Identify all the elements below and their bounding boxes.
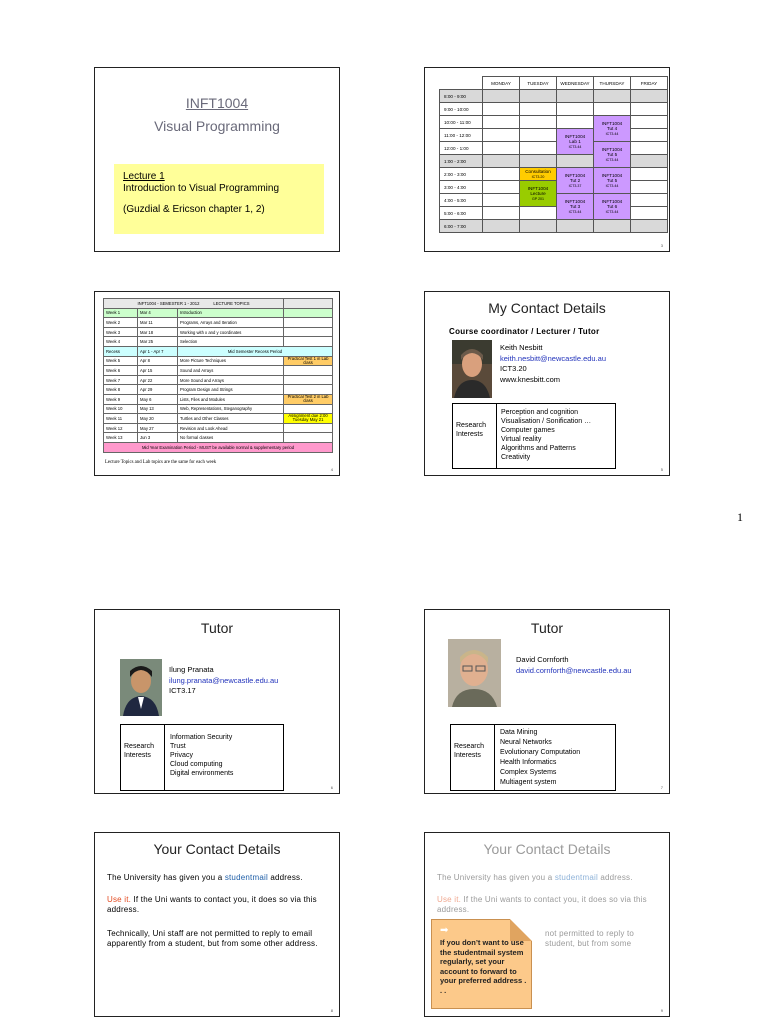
week-cell: Week 3 xyxy=(104,327,138,337)
topic-cell: Web, Representations, Steganography xyxy=(178,404,284,414)
timetable xyxy=(439,76,668,233)
paragraph-technically: not permitted to reply to student, but from some xyxy=(545,929,635,948)
slide-number: 5 xyxy=(660,467,663,472)
office: ICT3.17 xyxy=(169,686,196,695)
date-cell: May 13 xyxy=(138,404,178,414)
contact-info xyxy=(500,343,606,385)
contact-info xyxy=(169,665,278,697)
note-cell: Practical Test 2 in Lab class xyxy=(284,394,333,404)
time-slot: 11:00 - 12:00 xyxy=(440,129,483,142)
interest-item: Computer games xyxy=(501,427,555,434)
class-consultation: Consultation ICT3.20 xyxy=(520,168,557,181)
class-lab1: INFT1004 Lab 1 ICT3.44 xyxy=(557,129,594,155)
topic-cell: Mid Semester Recess Period xyxy=(178,346,333,356)
slide-number: 8 xyxy=(330,1008,333,1013)
interest-item: Algorithms and Patterns xyxy=(501,445,576,452)
email-link[interactable]: david.cornforth@newcastle.edu.au xyxy=(516,665,632,675)
avatar xyxy=(120,659,162,716)
slide-number: 6 xyxy=(330,785,333,790)
interest-item: Evolutionary Computation xyxy=(500,749,581,756)
slide-title: Tutor xyxy=(200,620,234,636)
slide-title: Your Contact Details xyxy=(483,841,611,857)
lecture-label: Lecture 1 xyxy=(123,171,165,182)
slide-title: Tutor xyxy=(530,620,564,636)
interest-item: Health Informatics xyxy=(500,759,557,766)
note-cell xyxy=(284,308,333,318)
table-row xyxy=(104,433,333,443)
research-interests-box xyxy=(450,724,616,791)
topic-cell: Lists, Files and Modules xyxy=(178,394,284,404)
avatar xyxy=(448,639,501,707)
lecture-reference: (Guzdial & Ericson chapter 1, 2) xyxy=(123,204,265,215)
date-cell: May 20 xyxy=(138,414,178,424)
note-cell xyxy=(284,366,333,376)
slide-lecture-topics xyxy=(94,291,340,476)
table-row xyxy=(104,346,333,356)
paragraph-studentmail: The University has given you a studentmail address. xyxy=(437,873,633,882)
avatar xyxy=(452,340,492,398)
time-slot: 1:00 - 2:00 xyxy=(440,155,483,168)
table-row xyxy=(104,327,333,337)
week-cell: Week 10 xyxy=(104,404,138,414)
slide-number: 9 xyxy=(660,1008,663,1013)
time-slot: 4:00 - 5:00 xyxy=(440,194,483,207)
day-header: TUESDAY xyxy=(520,77,557,90)
topics-table xyxy=(103,298,333,453)
topic-cell: Introduction xyxy=(178,308,284,318)
contact-name: David Cornforth xyxy=(516,655,569,664)
topic-cell: Sound and Arrays xyxy=(178,366,284,376)
slide-number: 3 xyxy=(660,243,663,248)
research-interests xyxy=(170,733,233,778)
day-header: WEDNESDAY xyxy=(557,77,594,90)
topic-cell: Selection xyxy=(178,337,284,347)
week-cell: Week 2 xyxy=(104,318,138,328)
date-cell: Apr 8 xyxy=(138,356,178,366)
note-cell xyxy=(284,375,333,385)
note-cell xyxy=(284,423,333,433)
interest-item: Trust xyxy=(170,743,186,750)
table-row xyxy=(104,423,333,433)
arrow-icon: ➡ xyxy=(440,925,449,936)
interest-item: Perception and cognition xyxy=(501,409,579,416)
date-cell: Apr 1 - Apr 7 xyxy=(138,346,178,356)
time-slot: 5:00 - 6:00 xyxy=(440,207,483,220)
exam-row: Mid Year Examination Period - MUST be available normal & supplementary period xyxy=(104,442,333,452)
research-interests-box xyxy=(120,724,284,791)
slide-your-contact-note xyxy=(424,832,670,1017)
week-cell: Week 9 xyxy=(104,394,138,404)
interest-item: Virtual reality xyxy=(501,436,542,443)
research-interests xyxy=(501,408,591,462)
topic-cell: No formal classes xyxy=(178,433,284,443)
slide-title: My Contact Details xyxy=(488,300,606,316)
time-slot: 8:00 - 9:00 xyxy=(440,90,483,103)
date-cell: Jun 3 xyxy=(138,433,178,443)
slide-tutor-2 xyxy=(424,609,670,794)
contact-name: Keith Nesbitt xyxy=(500,343,543,352)
week-cell: Week 4 xyxy=(104,337,138,347)
time-slot: 10:00 - 11:00 xyxy=(440,116,483,129)
topic-cell: Turtles and Other Classes xyxy=(178,414,284,424)
day-header: MONDAY xyxy=(483,77,520,90)
slide-tutor-1 xyxy=(94,609,340,794)
email-link[interactable]: keith.nesbitt@newcastle.edu.au xyxy=(500,353,607,363)
time-slot: 9:00 - 10:00 xyxy=(440,103,483,116)
use-it-highlight: Use it. xyxy=(107,895,132,904)
week-cell: Week 11 xyxy=(104,414,138,424)
time-slot: 6:00 - 7:00 xyxy=(440,220,483,233)
page-number: 1 xyxy=(737,510,743,524)
research-interests xyxy=(500,728,580,788)
slide-title xyxy=(94,67,340,252)
time-slot: 12:00 - 1:00 xyxy=(440,142,483,155)
table-row xyxy=(104,356,333,366)
note-cell xyxy=(284,318,333,328)
research-label: Research Interests xyxy=(124,743,154,759)
note-cell xyxy=(284,385,333,395)
interest-item: Cloud computing xyxy=(170,761,223,768)
topic-cell: Working with x and y coordinates xyxy=(178,327,284,337)
class-tut4: INFT1004 Tut 4 ICT3.44 xyxy=(594,116,631,142)
note-cell xyxy=(284,337,333,347)
day-header: FRIDAY xyxy=(631,77,668,90)
class-tut6: INFT1004 Tut 6 ICT3.44 xyxy=(594,194,631,220)
studentmail-highlight: studentmail xyxy=(554,873,598,882)
paragraph-use-it: Use it. If the Uni wants to contact you, it does so via this address. xyxy=(107,895,317,914)
slide-number: 4 xyxy=(330,467,333,472)
table-row xyxy=(104,414,333,424)
week-cell: Week 8 xyxy=(104,385,138,395)
class-lecture: INFT1004 Lecture GP 201 xyxy=(520,181,557,207)
course-code: INFT1004 xyxy=(185,95,249,111)
use-it-highlight: Use it. xyxy=(437,895,462,904)
topic-cell: More Picture Techniques xyxy=(178,356,284,366)
week-cell: Week 1 xyxy=(104,308,138,318)
date-cell: Mar 18 xyxy=(138,327,178,337)
week-cell: Week 6 xyxy=(104,366,138,376)
table-row xyxy=(104,318,333,328)
email-link[interactable]: ilung.pranata@newcastle.edu.au xyxy=(169,675,279,685)
class-tut3: INFT1004 Tut 3 ICT3.44 xyxy=(557,194,594,220)
contact-info xyxy=(516,655,632,676)
callout-text: If you don’t want to use the studentmail system regularly, set your account to forward to your preferred address . . . xyxy=(440,938,527,995)
table-row xyxy=(104,337,333,347)
date-cell: Apr 15 xyxy=(138,366,178,376)
topic-cell: Program Design and Strings xyxy=(178,385,284,395)
interest-item: Information Security xyxy=(170,734,233,741)
date-cell: Apr 29 xyxy=(138,385,178,395)
role-subtitle: Course coordinator / Lecturer / Tutor xyxy=(449,327,600,336)
office: ICT3.20 xyxy=(500,364,527,373)
class-tut5a: INFT1004 Tut 5 ICT3.44 xyxy=(594,142,631,168)
callout-note xyxy=(431,919,532,1009)
date-cell: Apr 22 xyxy=(138,375,178,385)
time-slot: 3:00 - 4:00 xyxy=(440,181,483,194)
date-cell: Mar 11 xyxy=(138,318,178,328)
week-cell: Week 7 xyxy=(104,375,138,385)
research-interests-box xyxy=(452,403,616,469)
topics-heading: INFT1004 - SEMESTER 1 - 2012 LECTURE TOPICS xyxy=(104,299,284,309)
slide-your-contact xyxy=(94,832,340,1017)
slide-my-contact xyxy=(424,291,670,476)
interest-item: Complex Systems xyxy=(500,769,557,776)
course-name: Visual Programming xyxy=(154,118,280,134)
slide-number: 7 xyxy=(660,785,663,790)
table-row xyxy=(104,385,333,395)
table-row xyxy=(104,375,333,385)
topic-cell: More Sound and Arrays xyxy=(178,375,284,385)
interest-item: Digital environments xyxy=(170,770,234,777)
date-cell: Mar 4 xyxy=(138,308,178,318)
date-cell: May 27 xyxy=(138,423,178,433)
week-cell: Week 5 xyxy=(104,356,138,366)
interest-item: Multiagent system xyxy=(500,779,557,786)
week-cell: Week 13 xyxy=(104,433,138,443)
interest-item: Neural Networks xyxy=(500,739,552,746)
table-row xyxy=(104,404,333,414)
table-row xyxy=(104,366,333,376)
time-slot: 2:00 - 3:00 xyxy=(440,168,483,181)
topic-cell: Revision and Look Ahead xyxy=(178,423,284,433)
slide-title: Your Contact Details xyxy=(153,841,281,857)
topics-footnote: Lecture Topics and Lab topics are the same for each week xyxy=(105,460,217,465)
note-cell: Assignment due 2:00 Tuesday May 21 xyxy=(284,414,333,424)
research-label: Research Interests xyxy=(456,422,486,438)
date-cell: Mar 25 xyxy=(138,337,178,347)
topic-cell: Programs, Arrays and Iteration xyxy=(178,318,284,328)
lecture-title: Introduction to Visual Programming xyxy=(123,183,280,194)
interest-item: Creativity xyxy=(501,454,531,461)
table-row xyxy=(104,394,333,404)
web-link[interactable]: www.knesbitt.com xyxy=(500,374,561,384)
interest-item: Data Mining xyxy=(500,729,538,736)
slide-timetable xyxy=(424,67,670,252)
week-cell: Week 12 xyxy=(104,423,138,433)
note-cell: Practical Test 1 in Lab class xyxy=(284,356,333,366)
studentmail-highlight: studentmail xyxy=(224,873,268,882)
lecture-box xyxy=(114,164,324,234)
week-cell: Recess xyxy=(104,346,138,356)
interest-item: Visualisation / Sonification … xyxy=(501,418,592,425)
paragraph-studentmail: The University has given you a studentmail address. xyxy=(107,873,303,882)
class-tut5b: INFT1004 Tut 5 ICT3.44 xyxy=(594,168,631,194)
note-cell xyxy=(284,327,333,337)
research-label: Research Interests xyxy=(454,743,484,759)
note-cell xyxy=(284,404,333,414)
interest-item: Privacy xyxy=(170,752,193,759)
paragraph-use-it: Use it. If the Uni wants to contact you, it does so via this address. xyxy=(437,895,647,914)
class-tut2: INFT1004 Tut 2 ICT3.37 xyxy=(557,168,594,194)
day-header: THURSDAY xyxy=(594,77,631,90)
date-cell: May 6 xyxy=(138,394,178,404)
contact-name: Ilung Pranata xyxy=(169,665,214,674)
table-row xyxy=(104,308,333,318)
note-cell xyxy=(284,433,333,443)
paragraph-technically: Technically, Uni staff are not permitted to reply to email apparently from a student, but from some other address. xyxy=(107,929,318,948)
